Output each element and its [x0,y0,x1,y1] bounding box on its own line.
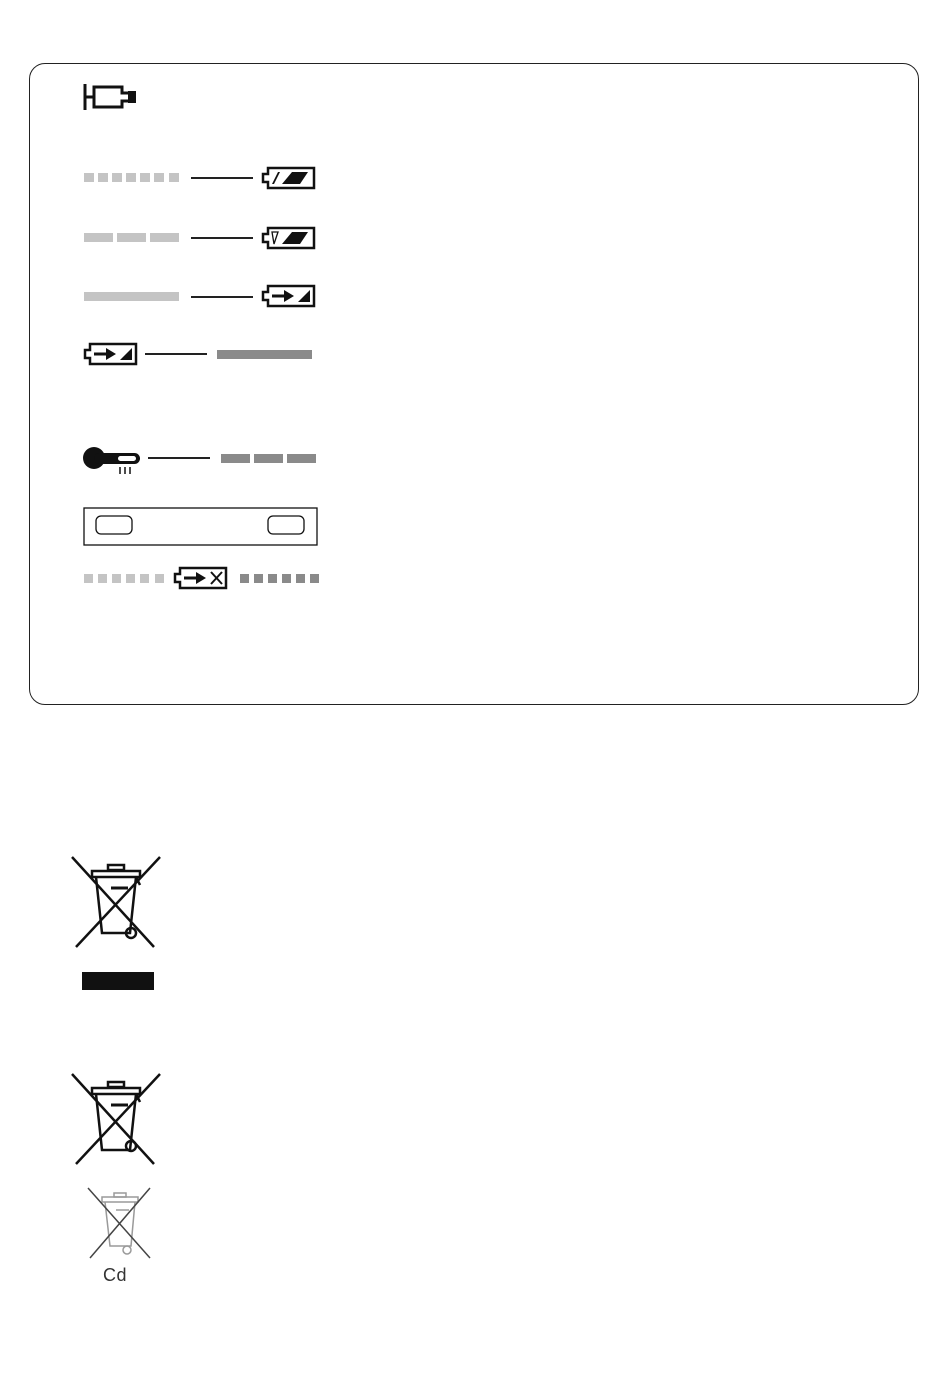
cadmium-label: Cd [103,1265,128,1285]
charger-plug-icon [82,82,140,112]
battery-charging-mid-icon [260,225,316,251]
battery-charging-low-icon [260,165,316,191]
black-bar [82,972,154,990]
crossed-out-bin-cd-icon [84,1186,156,1262]
led-row-steady-dark [217,350,312,359]
battery-status-panel [29,63,919,705]
battery-charged-icon [260,283,316,309]
battery-charged-icon [82,341,138,367]
crossed-out-bin-icon [68,1072,164,1168]
slot-frame-icon [83,507,319,547]
led-row-steady-light [84,292,179,301]
thermometer-hot-icon [82,444,144,476]
battery-error-icon [172,565,230,591]
crossed-out-bin-icon [68,855,164,951]
